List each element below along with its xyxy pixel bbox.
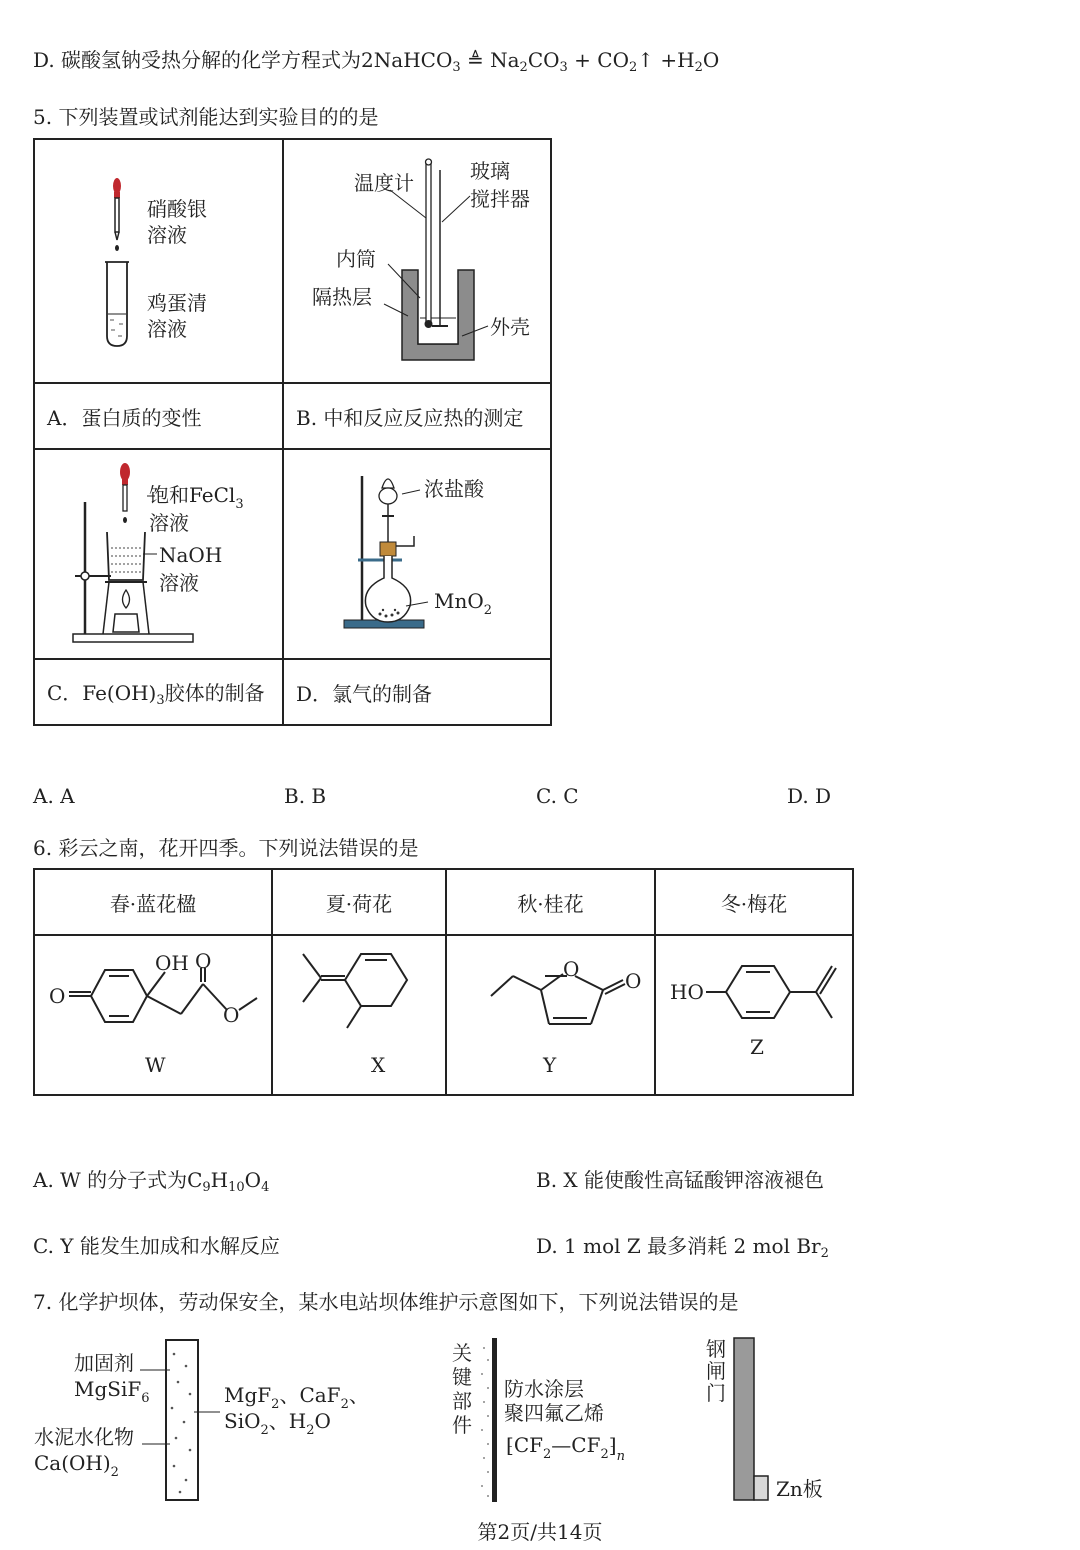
test-tube-dropper-diagram [35,140,282,382]
cement-hydrate-label: 水泥水化物 [34,1425,134,1449]
y-carbonyl-o: O [625,969,642,993]
insulation-label: 隔热层 [312,285,372,309]
q6-option-a: A. W 的分子式为$C_9H_{10}O_4$ [33,1168,270,1195]
molecule-y-structure [447,936,654,1094]
q6-header-winter: 冬·梅花 [655,869,853,935]
thermometer-label: 温度计 [354,171,414,195]
q5-choice-b: B. B [284,784,327,808]
q5-caption-b: B. 中和反应反应热的测定 [283,383,551,449]
w-carbonyl-o: O [195,949,212,973]
z-hydroxyl: HO [670,980,704,1004]
q6-header-autumn: 秋·桂花 [446,869,655,935]
q5-caption-d: D．氯气的制备 [283,659,551,725]
coating-label: 防水涂层 [504,1377,584,1401]
products-line1: MgF$_2$、CaF$_2$、 [224,1383,369,1412]
steel-gate-label: 钢闸门 [706,1337,726,1405]
q5-choice-c: C. C [536,784,579,808]
w-ester-o: O [223,1003,240,1027]
silver-nitrate-label-2: 溶液 [147,223,187,247]
formula-subscript: 2 [694,60,703,75]
glass-stirrer-label: 玻璃 [470,159,510,183]
egg-white-label-2: 溶液 [147,317,187,341]
q6-molecule-w [34,935,272,1095]
q6-option-d: D. 1 mol Z 最多消耗 2 mol $Br_2$ [536,1234,829,1261]
formula-part: + CO [567,48,629,72]
q5-apparatus-table [33,138,552,726]
calorimeter-diagram [284,140,550,382]
formula-part: CO [527,48,560,72]
mno2-label: MnO$_2$ [434,589,493,618]
ptfe-formula: $⁅CF_2—CF_2⁆_n$ [506,1433,625,1464]
q7-stem: 7. 化学护坝体，劳动保安全，某水电站坝体维护示意图如下，下列说法错误的是 [33,1290,739,1314]
page-footer: 第2页/共14页 [477,1520,603,1544]
products-line2: SiO$_2$、$H_2O$ [224,1409,331,1438]
formula-subscript: 2 [628,60,638,75]
q5-cell-a-figure [34,139,283,383]
mgsif6-label: MgSiF$_6$ [74,1377,150,1406]
w-hydroxyl: OH [155,951,189,975]
reinforcer-label: 加固剂 [74,1351,134,1375]
formula-subscript: 2 [519,60,528,75]
formula-subscript: 3 [559,60,568,75]
egg-white-label: 鸡蛋清 [147,291,207,315]
colloid-prep-diagram [35,450,282,658]
q5-cell-d-figure [283,449,551,659]
q6-molecule-y [446,935,655,1095]
formula-part: ↑ +H [637,48,695,72]
q6-molecule-x [272,935,446,1095]
dam-reinforcement-diagram [30,1330,370,1510]
y-ring-o: O [563,957,580,981]
zinc-plate-label: Zn板 [776,1477,823,1501]
q5-choice-d: D. D [787,784,832,808]
fecl3-label-2: 溶液 [149,511,189,535]
q6-option-b: B. X 能使酸性高锰酸钾溶液褪色 [536,1168,825,1192]
molecule-z-structure [656,936,852,1094]
q5-stem: 5. 下列装置或试剂能达到实验目的的是 [33,105,379,129]
q6-stem: 6. 彩云之南，花开四季。下列说法错误的是 [33,836,419,860]
molecule-label-y: Y [543,1053,557,1077]
ptfe-label: 聚四氟乙烯 [504,1401,604,1425]
molecule-label-z: Z [750,1035,764,1059]
naoh-label: NaOH [159,543,223,567]
q4-option-d-formula [361,48,720,75]
outer-shell-label: 外壳 [490,315,530,339]
q5-caption-a: A．蛋白质的变性 [34,383,283,449]
inner-cylinder-label: 内筒 [336,247,376,271]
formula-part: O [702,48,720,72]
naoh-label-2: 溶液 [159,571,199,595]
molecule-label-w: W [145,1053,166,1077]
steel-gate-diagram [700,1330,860,1510]
q5-cell-c-figure [34,449,283,659]
molecule-x-structure [273,936,445,1094]
fecl3-label: 饱和FeCl$_3$ [149,483,244,512]
waterproof-coating-diagram [448,1330,668,1510]
q6-molecule-table [33,868,854,1096]
q6-header-spring: 春·蓝花楹 [34,869,272,935]
q6-option-c: C. Y 能发生加成和水解反应 [33,1234,280,1258]
q5-caption-c: C．$Fe(OH)_3$胶体的制备 [34,659,283,725]
glass-stirrer-label-2: 搅拌器 [470,187,530,211]
silver-nitrate-label: 硝酸银 [147,197,207,221]
q4-option-d [33,44,719,75]
w-ketone-o: O [49,984,66,1008]
q5-cell-b-figure [283,139,551,383]
conc-hcl-label: 浓盐酸 [424,477,484,501]
chlorine-prep-diagram [284,450,550,658]
formula-subscript: 3 [452,60,461,75]
molecule-w-structure [35,936,271,1094]
q4-option-d-text: D. 碳酸氢钠受热分解的化学方程式为 [33,48,362,72]
formula-part: 2NaHCO [361,48,453,72]
q5-choice-a: A. A [33,784,75,808]
caoh2-label: $Ca(OH)_2$ [34,1451,119,1480]
formula-part: ≜ Na [460,48,520,72]
molecule-label-x: X [371,1053,386,1077]
q6-molecule-z [655,935,853,1095]
key-component-label: 关键部件 [452,1341,472,1437]
q6-header-summer: 夏·荷花 [272,869,446,935]
